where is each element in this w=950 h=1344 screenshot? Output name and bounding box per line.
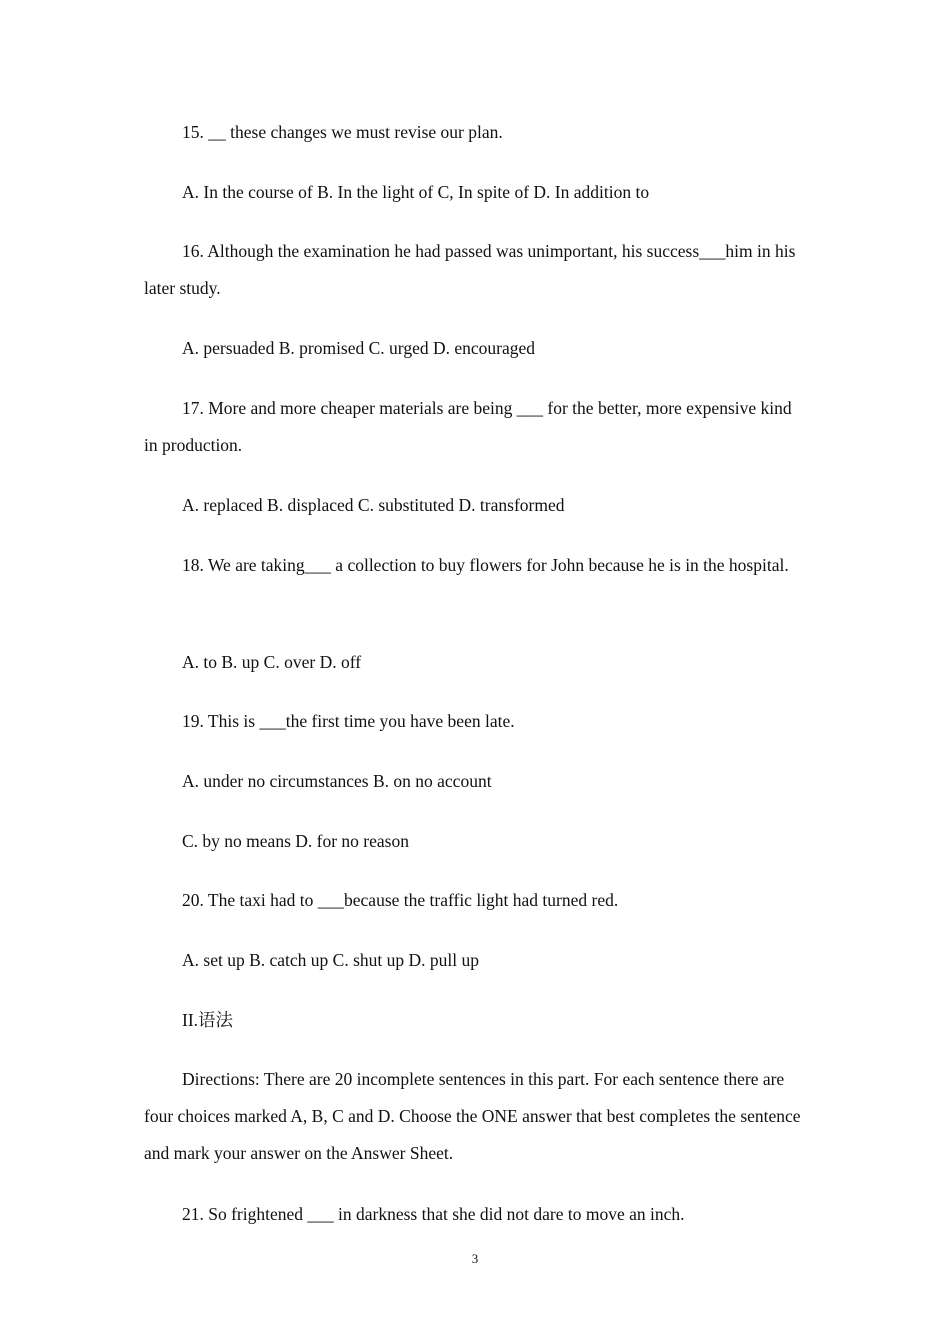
question-19-options-cd: C. by no means D. for no reason xyxy=(182,831,409,851)
question-16-options: A. persuaded B. promised C. urged D. encouraged xyxy=(182,338,535,358)
question-18-options: A. to B. up C. over D. off xyxy=(182,652,362,672)
question-19-options-ab: A. under no circumstances B. on no account xyxy=(182,771,492,791)
section-directions: Directions: There are 20 incomplete sentences in this part. For each sentence there are four choices marked A, B, C and D. Choose the ONE answer that best completes the sentence and mark your answer on the Answer Sheet. xyxy=(144,1069,801,1163)
question-17-options: A. replaced B. displaced C. substituted D. transformed xyxy=(182,495,565,515)
question-18: 18. We are taking___ a collection to buy flowers for John because he is in the hospital. xyxy=(182,555,789,575)
question-16: 16. Although the examination he had passed was unimportant, his success___him in his later study. xyxy=(144,241,796,298)
question-15: 15. __ these changes we must revise our plan. xyxy=(182,122,503,142)
section-heading-grammar: II.语法 xyxy=(182,1010,234,1030)
question-20: 20. The taxi had to ___because the traffic light had turned red. xyxy=(182,890,619,910)
question-17: 17. More and more cheaper materials are being ___ for the better, more expensive kind in production. xyxy=(144,398,792,455)
page-number: 3 xyxy=(471,1251,479,1266)
question-19: 19. This is ___the first time you have been late. xyxy=(182,711,515,731)
question-20-options: A. set up B. catch up C. shut up D. pull up xyxy=(182,950,479,970)
question-21: 21. So frightened ___ in darkness that she did not dare to move an inch. xyxy=(182,1204,685,1224)
question-15-options: A. In the course of B. In the light of C, In spite of D. In addition to xyxy=(182,182,650,202)
